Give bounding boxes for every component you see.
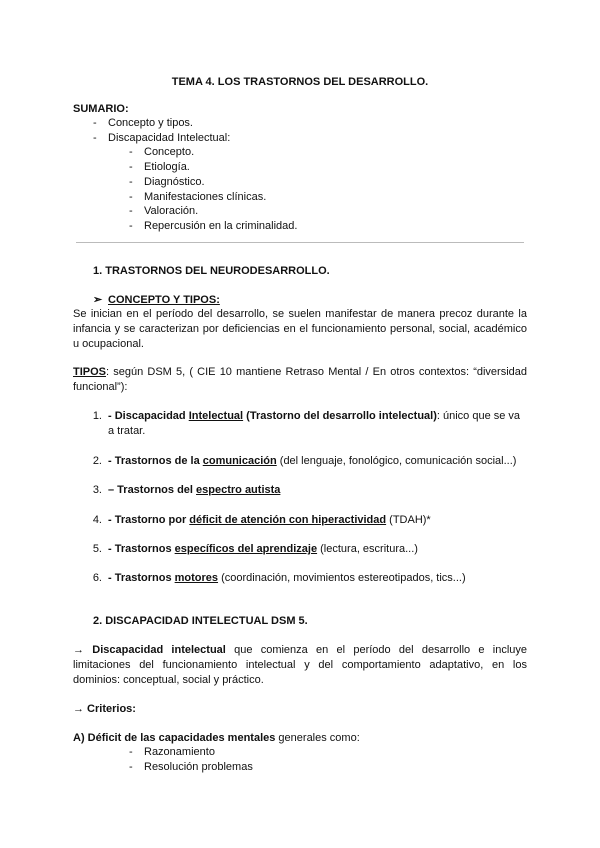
list-item-lead: - Trastornos xyxy=(108,543,175,555)
bullet-dash: - xyxy=(129,761,133,773)
list-number: 3. xyxy=(92,484,102,496)
horizontal-divider xyxy=(76,242,524,243)
list-item-lead: – Trastornos del xyxy=(108,484,197,496)
list-item-lead: - Discapacidad xyxy=(108,410,189,422)
list-item-key: motores xyxy=(174,572,219,584)
definition-text: que comienza en el período del desarrollo e incluye xyxy=(225,644,528,656)
document-title: TEMA 4. LOS TRASTORNOS DEL DESARROLLO. xyxy=(171,76,429,88)
tipos-label: TIPOS xyxy=(73,366,107,378)
criterion-a-item: Resolución problemas xyxy=(144,761,253,773)
paragraph-line: limitaciones del funcionamiento intelectual y del comportamiento adaptativo, en los xyxy=(73,659,527,671)
list-item xyxy=(108,513,431,527)
list-item xyxy=(108,483,280,497)
bullet-dash: - xyxy=(129,205,133,217)
bullet-dash: - xyxy=(129,220,133,232)
list-item-rest: : único que se va xyxy=(436,410,521,422)
list-item-continuation: a tratar. xyxy=(108,425,146,437)
section2-heading: 2. DISCAPACIDAD INTELECTUAL DSM 5. xyxy=(93,615,308,627)
list-item-rest: (del lenguaje, fonológico, comunicación social...) xyxy=(276,455,517,467)
list-item xyxy=(108,542,418,556)
list-number: 6. xyxy=(92,572,102,584)
paragraph-line: infancia y se caracterizan por deficiencias en el funcionamiento personal, social, académico xyxy=(73,323,527,335)
sumario-subitem: Valoración. xyxy=(144,205,199,217)
sumario-item: Discapacidad Intelectual: xyxy=(108,132,231,144)
concepto-paragraph xyxy=(73,307,527,352)
sumario-subitem: Repercusión en la criminalidad. xyxy=(144,220,298,232)
criterion-a xyxy=(73,731,360,745)
criterion-a-title: A) Déficit de las capacidades mentales xyxy=(73,732,276,744)
definition-paragraph xyxy=(73,643,527,688)
paragraph-line: funcional”): xyxy=(73,381,128,393)
list-item-rest: (coordinación, movimientos estereotipados, tics...) xyxy=(218,572,466,584)
concepto-heading: CONCEPTO Y TIPOS: xyxy=(108,294,220,306)
sumario-subitem: Concepto. xyxy=(144,146,195,158)
list-number: 1. xyxy=(92,410,102,422)
list-item xyxy=(108,409,520,423)
criterion-a-text: generales como: xyxy=(275,732,360,744)
sumario-subitem: Etiología. xyxy=(144,161,190,173)
section1-heading: 1. TRASTORNOS DEL NEURODESARROLLO. xyxy=(93,265,330,277)
bullet-dash: - xyxy=(129,191,133,203)
paragraph-line: Se inician en el período del desarrollo, se suelen manifestar de manera precoz durante la xyxy=(73,308,527,320)
paragraph-line xyxy=(73,365,527,380)
list-item-rest: (lectura, escritura...) xyxy=(317,543,418,555)
list-item-key: comunicación xyxy=(202,455,277,467)
bullet-dash: - xyxy=(129,176,133,188)
arrow-bullet-icon: ➢ xyxy=(93,294,103,306)
definition-term: → Discapacidad intelectual xyxy=(73,644,226,656)
bullet-dash: - xyxy=(129,161,133,173)
list-item-key: déficit de atención con hiperactividad xyxy=(189,514,387,526)
list-item xyxy=(108,454,516,468)
list-item-lead: - Trastorno por xyxy=(108,514,190,526)
list-item xyxy=(108,571,466,585)
list-item-lead: - Trastornos xyxy=(108,572,175,584)
sumario-subitem: Diagnóstico. xyxy=(144,176,205,188)
bullet-dash: - xyxy=(93,132,97,144)
list-number: 5. xyxy=(92,543,102,555)
sumario-item: Concepto y tipos. xyxy=(108,117,193,129)
bullet-dash: - xyxy=(129,146,133,158)
list-item-key: Intelectual xyxy=(188,410,244,422)
bullet-dash: - xyxy=(129,746,133,758)
list-item-key: específicos del aprendizaje xyxy=(174,543,318,555)
criterios-heading: → Criterios: xyxy=(73,703,136,715)
list-number: 2. xyxy=(92,455,102,467)
list-item-key: espectro autista xyxy=(196,484,281,496)
criterion-a-item: Razonamiento xyxy=(144,746,215,758)
tipos-paragraph xyxy=(73,365,527,395)
paragraph-line: dominios: conceptual, social y práctico. xyxy=(73,674,264,686)
sumario-label: SUMARIO: xyxy=(73,103,129,115)
list-item-lead: - Trastornos de la xyxy=(108,455,203,467)
paragraph-line: u ocupacional. xyxy=(73,338,144,350)
bullet-dash: - xyxy=(93,117,97,129)
sumario-subitem: Manifestaciones clínicas. xyxy=(144,191,267,203)
list-item-rest: (TDAH)* xyxy=(386,514,431,526)
paragraph-line xyxy=(73,643,527,658)
list-item-bold: (Trastorno del desarrollo intelectual) xyxy=(243,410,437,422)
tipos-text: : según DSM 5, ( CIE 10 mantiene Retraso Mental / En otros contextos: “diversidad xyxy=(106,366,527,378)
list-number: 4. xyxy=(92,514,102,526)
